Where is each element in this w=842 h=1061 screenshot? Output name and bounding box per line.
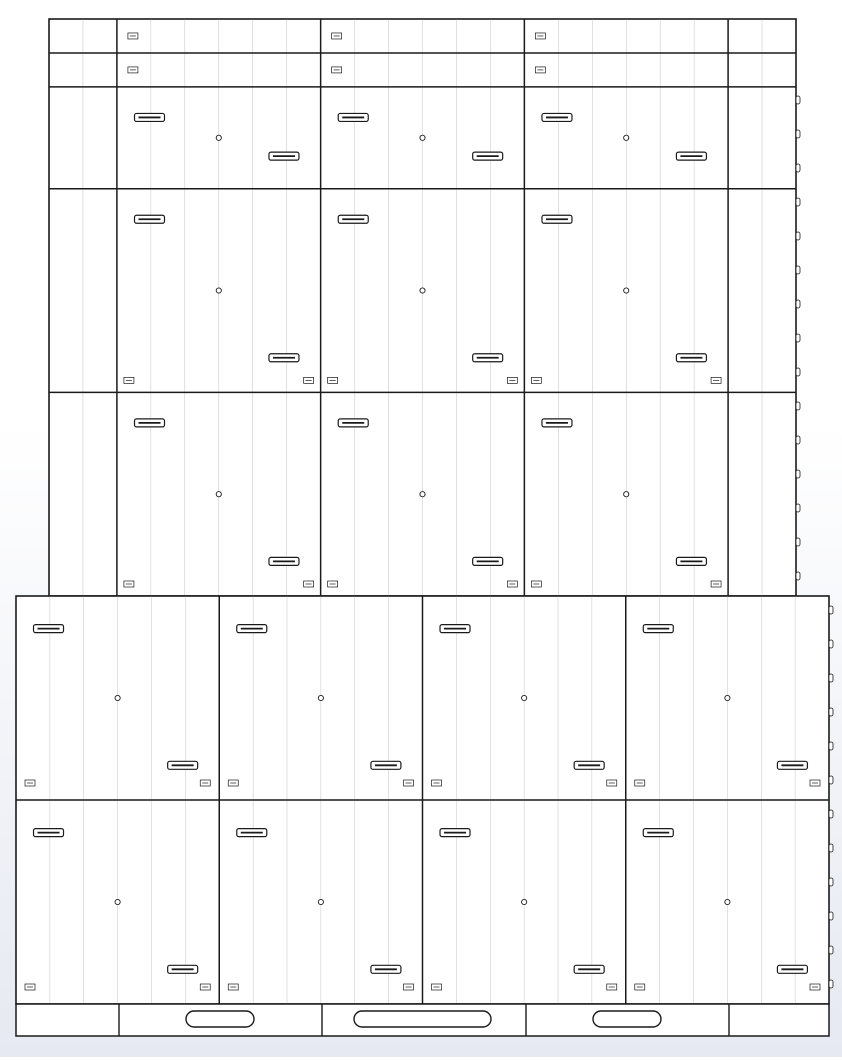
connector-clip (574, 965, 604, 973)
edge-tab (829, 708, 833, 716)
edge-tab (829, 878, 833, 886)
connector-clip (676, 152, 706, 160)
center-hole (216, 288, 221, 293)
label-tag (810, 984, 820, 990)
center-hole (522, 899, 527, 904)
center-hole (725, 899, 730, 904)
label-tag (304, 377, 314, 383)
connector-clip (269, 354, 299, 362)
label-tag (404, 984, 414, 990)
edge-tab (829, 606, 833, 614)
center-hole (624, 492, 629, 497)
connector-clip (338, 215, 368, 223)
connector-clip (676, 557, 706, 565)
edge-tab (829, 776, 833, 784)
label-tag (535, 33, 545, 39)
connector-clip (338, 419, 368, 427)
connector-clip (542, 215, 572, 223)
edge-tab (829, 810, 833, 818)
edge-tab (829, 946, 833, 954)
connector-clip (643, 625, 673, 633)
connector-clip (643, 829, 673, 837)
label-tag (128, 67, 138, 73)
edge-tab (796, 198, 800, 206)
handle-slot (593, 1011, 661, 1027)
label-tag (404, 780, 414, 786)
connector-clip (440, 829, 470, 837)
center-hole (216, 135, 221, 140)
center-hole (725, 695, 730, 700)
label-tag (432, 984, 442, 990)
center-hole (420, 492, 425, 497)
center-hole (115, 899, 120, 904)
connector-clip (34, 829, 64, 837)
connector-clip (269, 152, 299, 160)
edge-tab (796, 538, 800, 546)
label-tag (128, 33, 138, 39)
edge-tab (829, 912, 833, 920)
center-hole (624, 288, 629, 293)
connector-clip (473, 557, 503, 565)
connector-clip (574, 761, 604, 769)
label-tag (810, 780, 820, 786)
connector-clip (676, 354, 706, 362)
center-hole (216, 492, 221, 497)
center-hole (420, 135, 425, 140)
connector-clip (135, 215, 165, 223)
center-hole (522, 695, 527, 700)
connector-clip (338, 113, 368, 121)
label-tag (635, 780, 645, 786)
connector-clip (542, 113, 572, 121)
label-tag (507, 377, 517, 383)
connector-clip (237, 625, 267, 633)
label-tag (228, 984, 238, 990)
connector-clip (542, 419, 572, 427)
label-tag (535, 67, 545, 73)
edge-tab (829, 742, 833, 750)
edge-tab (796, 334, 800, 342)
label-tag (124, 377, 134, 383)
edge-tab (829, 640, 833, 648)
panel-grid-layer (16, 19, 829, 1004)
label-tag (531, 581, 541, 587)
label-tag (332, 33, 342, 39)
edge-tab (796, 504, 800, 512)
label-tag (228, 780, 238, 786)
label-tag (432, 780, 442, 786)
connector-clip (237, 829, 267, 837)
edge-tab (796, 96, 800, 104)
connector-clip (473, 152, 503, 160)
base-row-layer (16, 1004, 829, 1036)
connector-clip (135, 419, 165, 427)
label-tag (607, 984, 617, 990)
label-tag (25, 984, 35, 990)
label-tag (531, 377, 541, 383)
center-hole (624, 135, 629, 140)
edge-tab (796, 572, 800, 580)
label-tag (304, 581, 314, 587)
edge-tab (796, 470, 800, 478)
label-tag (25, 780, 35, 786)
connector-clip (473, 354, 503, 362)
label-tag (124, 581, 134, 587)
connector-clip (777, 965, 807, 973)
center-hole (318, 695, 323, 700)
label-tag (200, 780, 210, 786)
edge-tab (796, 300, 800, 308)
label-tag (200, 984, 210, 990)
connector-clip (269, 557, 299, 565)
handle-slot (186, 1011, 254, 1027)
label-tag (507, 581, 517, 587)
label-tag (635, 984, 645, 990)
edge-tab (796, 436, 800, 444)
label-tag (332, 67, 342, 73)
connector-clip (34, 625, 64, 633)
connector-clip (440, 625, 470, 633)
label-tag (328, 581, 338, 587)
center-hole (420, 288, 425, 293)
connector-clip (135, 113, 165, 121)
edge-tab (796, 164, 800, 172)
label-tag (711, 377, 721, 383)
connector-clip (777, 761, 807, 769)
edge-tab (796, 402, 800, 410)
edge-tab (796, 130, 800, 138)
label-tag (607, 780, 617, 786)
connector-clip (371, 965, 401, 973)
edge-tab (829, 674, 833, 682)
handle-slot (354, 1011, 491, 1027)
connector-clip (168, 761, 198, 769)
edge-tab (829, 980, 833, 988)
center-hole (318, 899, 323, 904)
edge-tab (796, 368, 800, 376)
label-tag (328, 377, 338, 383)
label-tag (711, 581, 721, 587)
edge-tab (829, 844, 833, 852)
edge-tab (796, 232, 800, 240)
connector-clip (168, 965, 198, 973)
connector-clip (371, 761, 401, 769)
center-hole (115, 695, 120, 700)
edge-tab (796, 266, 800, 274)
